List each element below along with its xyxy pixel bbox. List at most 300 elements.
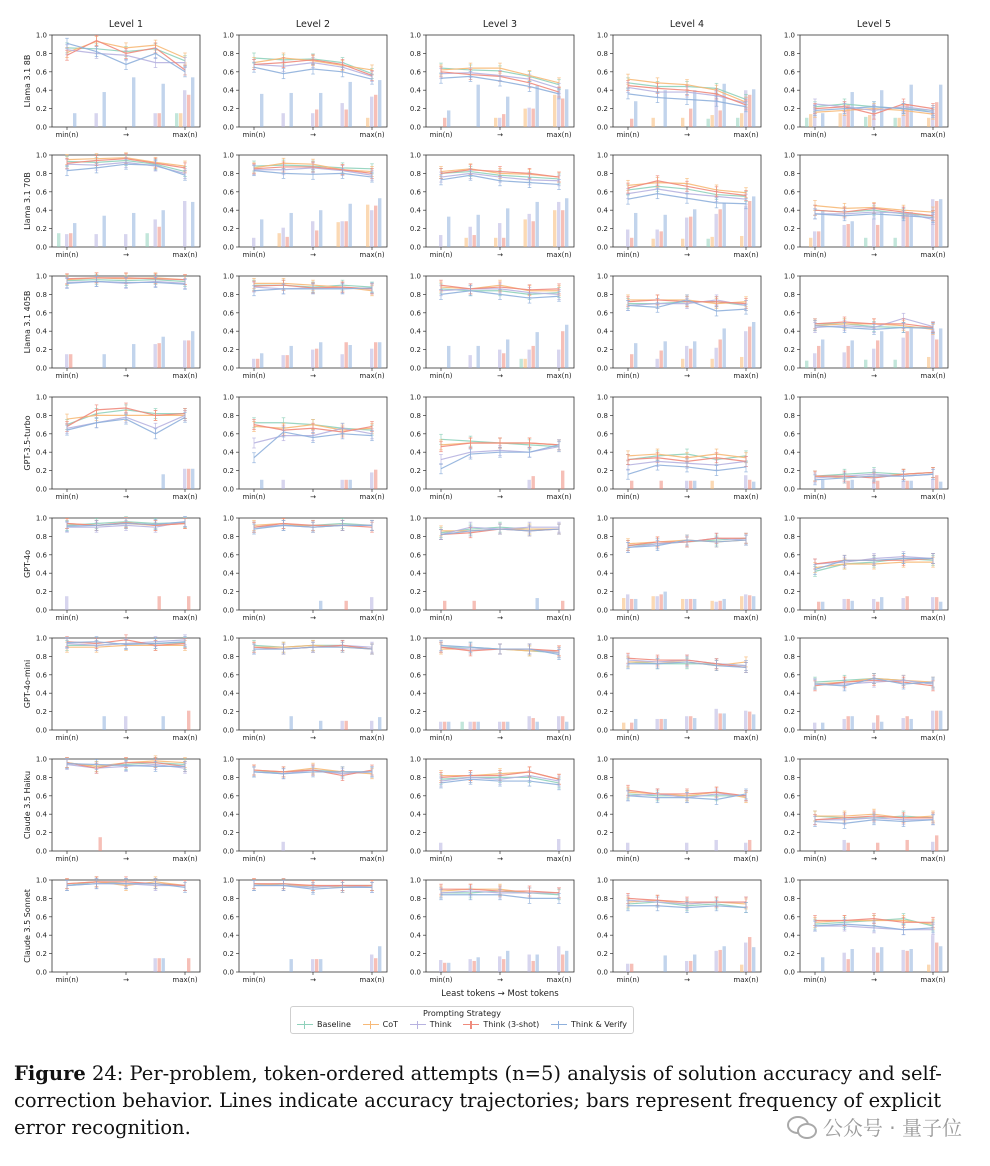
bar-think-verify: [752, 482, 755, 489]
y-tick-label: 1.0: [596, 876, 608, 885]
y-tick-label: 0.2: [596, 105, 608, 114]
bar-think: [715, 214, 718, 247]
y-tick-label: 1.0: [409, 151, 421, 160]
bar-think-verify: [693, 599, 696, 610]
panel-frame: [239, 397, 387, 489]
x-tick-label: min(n): [616, 734, 640, 742]
bar-think: [931, 842, 934, 851]
y-tick-label: 0.4: [596, 448, 608, 457]
bar-think-verify: [752, 714, 755, 730]
y-tick-label: 0.6: [409, 68, 421, 77]
bar-think: [557, 716, 560, 730]
bar-think: [656, 230, 659, 247]
bar-think: [252, 238, 255, 247]
bar-think-3-shot: [906, 481, 909, 489]
bar-cot: [711, 237, 714, 247]
y-tick-label: 0.6: [783, 913, 795, 922]
x-tick-label: max(n): [733, 855, 759, 863]
bar-think: [282, 355, 285, 368]
x-tick-label: →: [684, 493, 690, 501]
panel-llama-3-1-70b-level-1: [23, 152, 200, 260]
bar-cot: [740, 596, 743, 610]
bar-think-3-shot: [256, 359, 259, 368]
y-tick-label: 0.2: [409, 708, 421, 717]
bar-think-verify: [447, 217, 450, 247]
row-label-claude-3-5-sonnet: Claude 3.5 Sonnet: [23, 889, 32, 963]
x-tick-label: min(n): [803, 855, 827, 863]
x-tick-label: min(n): [803, 976, 827, 984]
y-tick-label: 1.0: [35, 514, 47, 523]
y-tick-label: 0.4: [35, 206, 47, 215]
bar-think: [370, 349, 373, 368]
bar-think-verify: [73, 223, 76, 247]
bar-think-verify: [880, 597, 883, 610]
bar-think-3-shot: [719, 110, 722, 127]
bar-think-verify: [162, 210, 165, 247]
y-tick-label: 1.0: [35, 393, 47, 402]
panel-frame: [52, 276, 200, 368]
panel-frame: [52, 759, 200, 851]
x-tick-label: max(n): [546, 131, 572, 139]
bar-think: [282, 113, 285, 127]
bar-think-3-shot: [689, 961, 692, 972]
bar-think-3-shot: [847, 716, 850, 730]
y-tick-label: 0.4: [222, 86, 234, 95]
y-tick-label: 0.4: [409, 569, 421, 578]
x-tick-label: max(n): [172, 614, 198, 622]
bar-cot: [681, 599, 684, 610]
column-title-level-1: Level 1: [108, 19, 144, 30]
bar-think-3-shot: [473, 601, 476, 610]
bar-think-verify: [910, 328, 913, 368]
bar-think-verify: [290, 346, 293, 368]
bar-think: [341, 480, 344, 489]
bar-think-verify: [536, 86, 539, 127]
y-tick-label: 0.0: [596, 606, 608, 615]
bar-think-verify: [664, 592, 667, 610]
bar-think-3-shot: [847, 481, 850, 489]
x-tick-label: min(n): [803, 372, 827, 380]
y-tick-label: 0.2: [783, 588, 795, 597]
y-tick-label: 0.0: [596, 243, 608, 252]
bar-think-3-shot: [847, 843, 850, 851]
bar-think-3-shot: [187, 958, 190, 972]
bar-think-verify: [103, 216, 106, 247]
y-tick-label: 0.6: [222, 309, 234, 318]
bar-think-3-shot: [532, 961, 535, 972]
bar-think-verify: [290, 93, 293, 127]
y-tick-label: 0.8: [222, 773, 234, 782]
y-tick-label: 1.0: [596, 514, 608, 523]
bar-cot: [711, 359, 714, 368]
x-tick-label: min(n): [55, 614, 79, 622]
x-tick-label: →: [123, 372, 129, 380]
bar-think-verify: [693, 718, 696, 730]
bar-think-3-shot: [374, 342, 377, 368]
y-tick-label: 0.6: [409, 792, 421, 801]
bar-think: [872, 947, 875, 972]
y-tick-label: 0.0: [35, 968, 47, 977]
x-tick-label: max(n): [546, 251, 572, 259]
y-tick-label: 0.8: [409, 290, 421, 299]
bar-cot: [711, 481, 714, 489]
x-tick-label: min(n): [429, 855, 453, 863]
x-tick-label: min(n): [55, 493, 79, 501]
bar-think: [843, 352, 846, 368]
bar-think-3-shot: [719, 950, 722, 972]
y-tick-label: 0.4: [222, 206, 234, 215]
y-tick-label: 0.8: [783, 894, 795, 903]
panel-llama-3-1-405b-level-2: [223, 273, 387, 381]
x-tick-label: max(n): [920, 855, 946, 863]
y-tick-label: 0.6: [783, 309, 795, 318]
bar-think-verify: [664, 90, 667, 127]
panel-llama-3-1-405b-level-3: [410, 273, 574, 381]
bar-think-verify: [880, 947, 883, 972]
y-tick-label: 0.2: [409, 588, 421, 597]
bar-think-verify: [664, 215, 667, 247]
bar-think-verify: [162, 474, 165, 489]
bar-think-verify: [565, 198, 568, 247]
panel-claude-3-5-haiku-level-2: [223, 756, 387, 864]
bar-think-3-shot: [443, 118, 446, 127]
bar-think-3-shot: [630, 964, 633, 972]
legend-item-think-3-shot: [463, 1020, 539, 1029]
y-tick-label: 0.2: [409, 346, 421, 355]
bar-think-verify: [447, 963, 450, 972]
bar-think-verify: [821, 957, 824, 972]
bar-think: [341, 354, 344, 368]
x-tick-label: max(n): [546, 976, 572, 984]
panel-llama-3-1-70b-level-5: [784, 152, 948, 260]
panel-frame: [613, 759, 761, 851]
bar-think-3-shot: [906, 716, 909, 730]
panel-llama-3-1-70b-level-3: [410, 152, 574, 260]
y-tick-label: 0.8: [409, 411, 421, 420]
y-tick-label: 0.6: [783, 430, 795, 439]
y-tick-label: 0.6: [35, 792, 47, 801]
y-tick-label: 1.0: [35, 876, 47, 885]
y-tick-label: 0.2: [35, 950, 47, 959]
panel-frame: [613, 397, 761, 489]
y-tick-label: 0.2: [409, 225, 421, 234]
x-tick-label: max(n): [920, 372, 946, 380]
bar-cot: [337, 222, 340, 247]
bar-think: [843, 953, 846, 972]
bar-think: [902, 718, 905, 730]
x-tick-label: max(n): [359, 614, 385, 622]
y-tick-label: 0.4: [35, 931, 47, 940]
bar-think-verify: [664, 341, 667, 368]
bar-think-verify: [319, 93, 322, 127]
panel-frame: [613, 880, 761, 972]
bar-think-3-shot: [906, 331, 909, 368]
x-tick-label: →: [684, 131, 690, 139]
y-tick-label: 0.8: [409, 49, 421, 58]
y-tick-label: 0.8: [596, 894, 608, 903]
bar-think-verify: [349, 480, 352, 489]
panel-gpt-4o-level-3: [410, 515, 574, 623]
x-tick-label: →: [310, 131, 316, 139]
y-tick-label: 0.2: [35, 105, 47, 114]
y-tick-label: 0.8: [222, 49, 234, 58]
y-tick-label: 1.0: [222, 393, 234, 402]
y-tick-label: 0.2: [409, 950, 421, 959]
bar-think-3-shot: [748, 480, 751, 489]
bar-think-3-shot: [748, 840, 751, 851]
y-tick-label: 0.8: [596, 290, 608, 299]
y-tick-label: 0.6: [222, 68, 234, 77]
bar-cot: [898, 118, 901, 127]
bar-think: [370, 721, 373, 730]
panel-claude-3-5-haiku-level-1: [23, 756, 200, 864]
bar-think-3-shot: [689, 217, 692, 247]
x-tick-label: max(n): [359, 976, 385, 984]
legend-swatch: [463, 1021, 479, 1029]
y-tick-label: 0.4: [596, 689, 608, 698]
bar-think-verify: [378, 946, 381, 972]
bar-think-3-shot: [630, 119, 633, 127]
x-tick-label: max(n): [920, 734, 946, 742]
panel-llama-3-1-405b-level-4: [597, 273, 761, 381]
caption-label: Figure: [14, 1062, 86, 1085]
bar-think: [813, 231, 816, 247]
bar-think-3-shot: [935, 475, 938, 489]
bar-think-verify: [378, 198, 381, 247]
x-tick-label: →: [684, 976, 690, 984]
y-tick-label: 0.0: [35, 606, 47, 615]
y-tick-label: 1.0: [35, 272, 47, 281]
y-tick-label: 1.0: [783, 634, 795, 643]
y-tick-label: 0.0: [783, 485, 795, 494]
y-tick-label: 0.2: [596, 225, 608, 234]
bar-think-verify: [191, 331, 194, 368]
bar-think-3-shot: [315, 959, 318, 972]
x-tick-label: →: [871, 734, 877, 742]
bar-think: [902, 950, 905, 972]
x-tick-label: →: [310, 855, 316, 863]
y-tick-label: 0.0: [596, 726, 608, 735]
bar-think: [469, 722, 472, 730]
x-tick-label: →: [310, 614, 316, 622]
x-tick-label: →: [123, 614, 129, 622]
bar-think-verify: [664, 719, 667, 730]
y-tick-label: 0.2: [35, 467, 47, 476]
bar-think-3-shot: [660, 231, 663, 247]
bar-think-verify: [260, 94, 263, 127]
bar-think: [744, 843, 747, 851]
y-tick-label: 0.2: [783, 829, 795, 838]
panel-llama-3-1-405b-level-1: [23, 273, 200, 381]
x-tick-label: →: [123, 734, 129, 742]
bar-think: [65, 354, 68, 368]
bar-think-3-shot: [345, 221, 348, 247]
y-tick-label: 0.0: [596, 847, 608, 856]
y-tick-label: 0.4: [409, 327, 421, 336]
bar-think-verify: [910, 212, 913, 247]
bar-cot: [740, 357, 743, 368]
bar-think-verify: [939, 199, 942, 247]
y-tick-label: 0.8: [783, 411, 795, 420]
bar-baseline: [894, 360, 897, 368]
panel-gpt-4o-mini-level-1: [23, 635, 200, 743]
bar-think-verify: [103, 354, 106, 368]
bar-cot: [681, 118, 684, 127]
bar-think: [744, 943, 747, 972]
bar-think: [528, 214, 531, 247]
bar-think: [843, 225, 846, 247]
x-tick-label: max(n): [172, 251, 198, 259]
x-tick-label: →: [310, 251, 316, 259]
y-tick-label: 0.2: [222, 346, 234, 355]
y-tick-label: 0.0: [222, 364, 234, 373]
bar-baseline: [805, 361, 808, 368]
bar-think-verify: [693, 955, 696, 972]
y-tick-label: 0.4: [409, 206, 421, 215]
bar-cot: [622, 598, 625, 610]
bar-think-verify: [103, 716, 106, 730]
x-tick-label: max(n): [920, 131, 946, 139]
bar-think-3-shot: [630, 238, 633, 247]
x-tick-label: →: [123, 976, 129, 984]
bar-cot: [652, 239, 655, 247]
bar-cot: [839, 113, 842, 127]
bar-think-verify: [821, 210, 824, 247]
legend: [290, 1006, 634, 1034]
y-tick-label: 0.0: [409, 364, 421, 373]
y-tick-label: 0.0: [409, 968, 421, 977]
bar-think: [685, 716, 688, 730]
x-tick-label: min(n): [242, 734, 266, 742]
y-tick-label: 0.6: [783, 188, 795, 197]
y-tick-label: 0.0: [783, 606, 795, 615]
y-tick-label: 0.0: [783, 123, 795, 132]
panel-claude-3-5-sonnet-level-1: [23, 877, 200, 985]
bar-baseline: [707, 239, 710, 247]
bar-cot: [366, 118, 369, 127]
bar-think: [715, 709, 718, 730]
y-tick-label: 0.8: [222, 532, 234, 541]
row-label-llama-3-1-405b: Llama 3.1 405B: [23, 290, 32, 354]
bar-think-verify: [378, 80, 381, 127]
x-tick-label: →: [684, 372, 690, 380]
bar-think-verify: [477, 346, 480, 368]
bar-think-3-shot: [630, 354, 633, 368]
bar-cot: [524, 219, 527, 247]
bar-think: [902, 481, 905, 489]
y-tick-label: 0.6: [222, 551, 234, 560]
panel-claude-3-5-sonnet-level-5: [784, 877, 948, 985]
caption-number: 24:: [91, 1062, 124, 1085]
y-tick-label: 1.0: [409, 272, 421, 281]
bar-think-verify: [506, 951, 509, 972]
y-tick-label: 1.0: [596, 31, 608, 40]
y-tick-label: 0.4: [409, 448, 421, 457]
bar-think: [813, 353, 816, 368]
bar-think-3-shot: [847, 224, 850, 247]
bar-cot: [740, 113, 743, 127]
bar-think-3-shot: [817, 231, 820, 247]
x-tick-label: →: [871, 493, 877, 501]
y-tick-label: 0.6: [35, 309, 47, 318]
y-tick-label: 0.2: [596, 829, 608, 838]
y-tick-label: 0.0: [35, 485, 47, 494]
bar-think: [685, 843, 688, 851]
y-tick-label: 0.4: [783, 569, 795, 578]
y-tick-label: 0.2: [783, 105, 795, 114]
x-tick-label: max(n): [546, 372, 572, 380]
bar-think: [528, 350, 531, 368]
y-tick-label: 0.2: [35, 588, 47, 597]
bar-think-3-shot: [748, 95, 751, 127]
y-tick-label: 0.6: [783, 671, 795, 680]
bar-think: [744, 475, 747, 489]
x-axis-label: Least tokens → Most tokens: [441, 989, 559, 999]
y-tick-label: 0.6: [596, 309, 608, 318]
bar-cot: [494, 238, 497, 247]
bar-baseline: [520, 359, 523, 368]
y-tick-label: 0.8: [222, 290, 234, 299]
bar-think: [439, 235, 442, 247]
y-tick-label: 0.4: [596, 86, 608, 95]
bar-cot: [868, 115, 871, 127]
bar-think: [656, 359, 659, 368]
y-tick-label: 0.0: [222, 243, 234, 252]
x-tick-label: →: [684, 855, 690, 863]
bar-think-verify: [723, 599, 726, 610]
bar-think-verify: [880, 331, 883, 368]
y-tick-label: 0.0: [222, 485, 234, 494]
y-tick-label: 0.6: [222, 671, 234, 680]
bar-think: [843, 599, 846, 610]
bar-think-verify: [634, 213, 637, 247]
bar-think-verify: [723, 203, 726, 247]
bar-think: [843, 719, 846, 730]
y-tick-label: 0.4: [783, 689, 795, 698]
bar-think-3-shot: [286, 355, 289, 368]
bar-think-verify: [162, 337, 165, 368]
y-tick-label: 0.8: [596, 773, 608, 782]
y-tick-label: 1.0: [35, 151, 47, 160]
panel-gpt-3-5-turbo-level-1: [23, 394, 200, 502]
x-tick-label: max(n): [172, 976, 198, 984]
bar-think: [439, 843, 442, 851]
bar-cot: [652, 596, 655, 610]
panel-llama-3-1-70b-level-2: [223, 152, 387, 260]
x-tick-label: min(n): [803, 734, 827, 742]
bar-think-3-shot: [906, 951, 909, 972]
bar-think-verify: [752, 89, 755, 127]
x-tick-label: min(n): [616, 614, 640, 622]
bar-think: [154, 344, 157, 368]
bar-think: [439, 722, 442, 730]
y-tick-label: 1.0: [222, 272, 234, 281]
y-tick-label: 0.8: [35, 411, 47, 420]
y-tick-label: 0.6: [409, 188, 421, 197]
bar-baseline: [175, 113, 178, 127]
y-tick-label: 0.0: [409, 123, 421, 132]
bar-think: [341, 103, 344, 127]
bar-think-3-shot: [935, 102, 938, 127]
y-tick-label: 0.4: [409, 810, 421, 819]
bar-think: [685, 346, 688, 368]
y-tick-label: 0.4: [783, 448, 795, 457]
x-tick-label: max(n): [920, 493, 946, 501]
y-tick-label: 0.2: [222, 467, 234, 476]
bar-think-verify: [851, 949, 854, 972]
x-tick-label: max(n): [733, 372, 759, 380]
y-tick-label: 0.2: [35, 225, 47, 234]
